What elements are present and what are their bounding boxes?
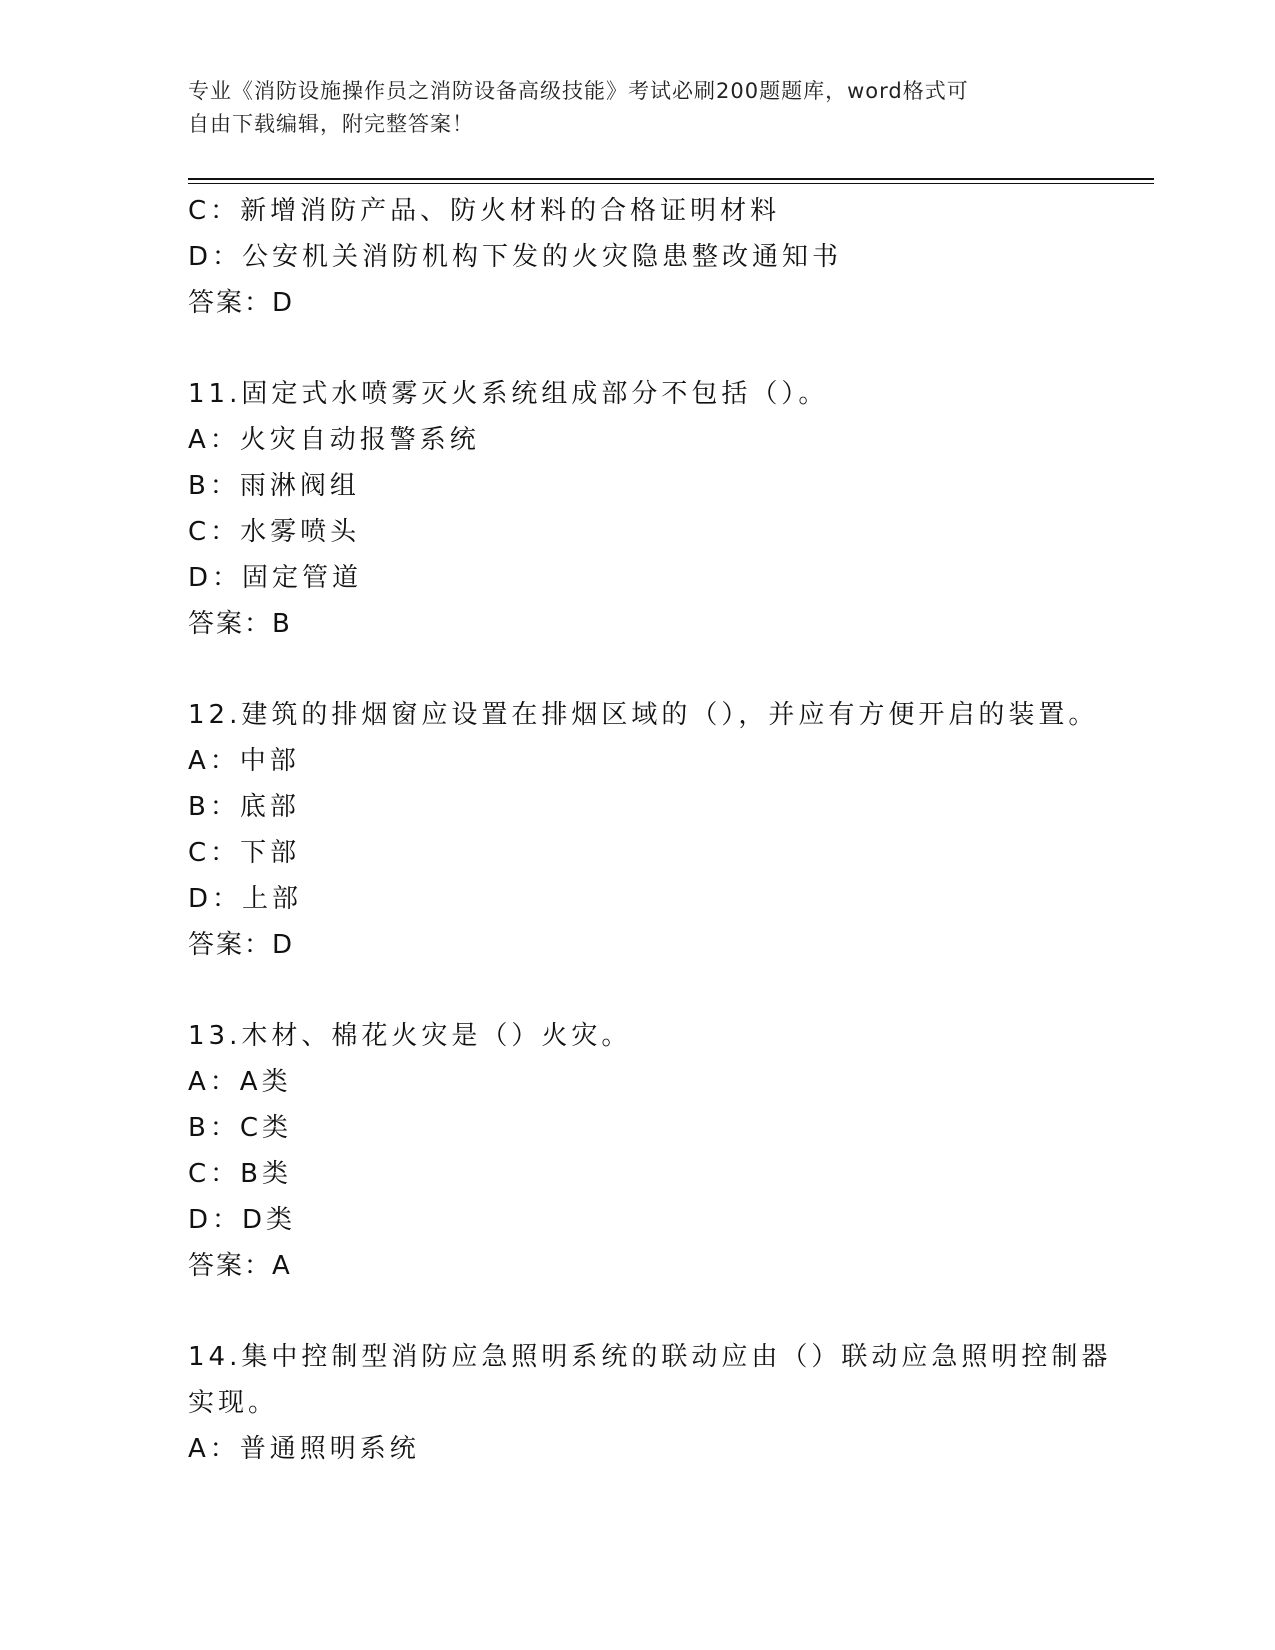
option-b: B：C类 — [188, 1113, 292, 1143]
answer: 答案：D — [188, 288, 295, 318]
question-stem: 13.木材、棉花火灾是（）火灾。 — [188, 1021, 632, 1051]
question-block-14 — [188, 1334, 1138, 1472]
option-d: D：公安机关消防机构下发的火灾隐患整改通知书 — [188, 242, 843, 272]
question-stem: 12.建筑的排烟窗应设置在排烟区域的（），并应有方便开启的装置。 — [188, 700, 1099, 730]
spacer — [188, 968, 1138, 1013]
question-block-13 — [188, 1013, 1138, 1289]
header-title-line-1: 专业《消防设施操作员之消防设备高级技能》考试必刷200题题库，word格式可 — [188, 79, 969, 103]
spacer — [188, 647, 1138, 692]
header-divider-thick — [188, 178, 1154, 180]
spacer — [188, 326, 1138, 371]
question-list — [188, 188, 1138, 1472]
question-block-previous — [188, 188, 1138, 326]
option-c: C：水雾喷头 — [188, 517, 361, 547]
answer: 答案：D — [188, 930, 295, 960]
answer: 答案：B — [188, 609, 292, 639]
option-c: C：B类 — [188, 1159, 292, 1189]
question-stem: 11.固定式水喷雾灭火系统组成部分不包括（）。 — [188, 379, 829, 409]
header-divider-thin — [188, 183, 1154, 184]
option-a: A：火灾自动报警系统 — [188, 425, 480, 455]
option-d: D：固定管道 — [188, 563, 363, 593]
option-a: A：普通照明系统 — [188, 1434, 420, 1464]
header-title-line-2: 自由下载编辑，附完整答案！ — [188, 112, 474, 136]
question-block-12 — [188, 692, 1138, 968]
question-stem-line-1: 14.集中控制型消防应急照明系统的联动应由（）联动应急照明控制器 — [188, 1342, 1112, 1372]
option-d: D：上部 — [188, 884, 303, 914]
option-b: B：雨淋阀组 — [188, 471, 360, 501]
option-c: C：新增消防产品、防火材料的合格证明材料 — [188, 196, 781, 226]
question-block-11 — [188, 371, 1138, 647]
option-a: A：A类 — [188, 1067, 292, 1097]
option-d: D：D类 — [188, 1205, 297, 1235]
answer: 答案：A — [188, 1251, 292, 1281]
question-stem-line-2: 实现。 — [188, 1388, 279, 1418]
option-b: B：底部 — [188, 792, 300, 822]
document-header — [188, 75, 1088, 141]
spacer — [188, 1289, 1138, 1334]
option-c: C：下部 — [188, 838, 301, 868]
option-a: A：中部 — [188, 746, 300, 776]
